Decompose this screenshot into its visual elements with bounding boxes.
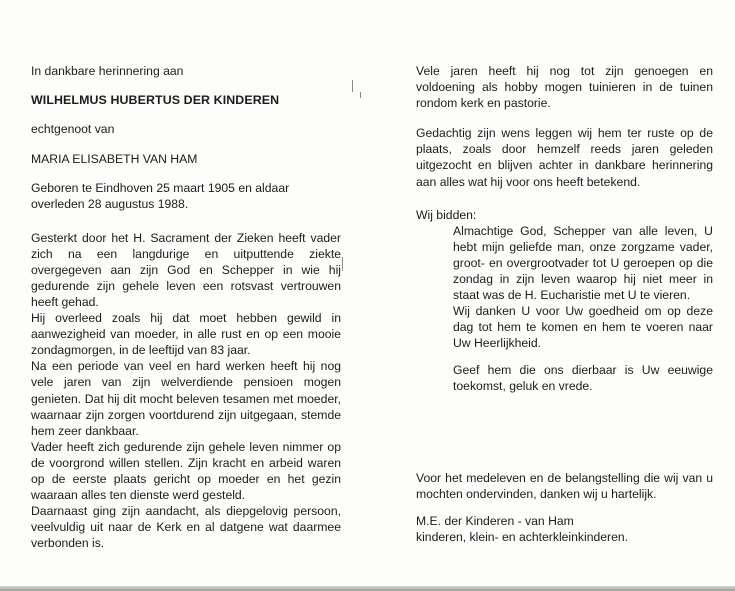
fold-mark [352, 80, 353, 92]
fold-mark [360, 92, 361, 98]
prayer-paragraph-3: Geef hem die ons dierbaar is Uw eeuwige toekomst, geluk en vrede. [453, 362, 713, 393]
paragraph-modesty: Vader heeft zich gedurende zijn gehele leven nimmer op de voorgrond willen stellen. Zijn kracht en arbeid waren op de eerste plaats gericht op moeder en het gezin waaraan alles ten dienste werd gesteld. [31, 439, 341, 503]
spouse-name: MARIA ELISABETH VAN HAM [31, 152, 198, 167]
thanks-block [416, 470, 713, 545]
paragraph-retirement: Na een periode van veel en hard werken heeft hij nog vele jaren van zijn welverdiende pensioen mogen genieten. Dat hij dit mocht beleven tesamen met moeder, waarnaar zijn zorgen voortdurend zijn uitgegaan, stemde hem zeer dankbaar. [31, 359, 341, 438]
prayer-intro: Wij bidden: [416, 207, 477, 222]
deceased-name: WILHELMUS HUBERTUS DER KINDEREN [31, 93, 280, 108]
birth-death-text: Geboren te Eindhoven 25 maart 1905 en aldaar overleden 28 augustus 1988. [31, 181, 290, 212]
intro-text: In dankbare herinnering aan [31, 64, 184, 78]
paragraph-gardening: Vele jaren heeft hij nog tot zijn genoegen en voldoening als hobby mogen tuinieren in de tuinen rondom kerk en pastorie. [416, 64, 713, 111]
thanks-text: Voor het medeleven en de belangstelling die wij van u mochten ondervinden, danken wij u hartelijk. [416, 471, 713, 502]
spouse-intro: echtgenoot van [31, 122, 115, 137]
right-column [416, 63, 713, 394]
paragraph-burial: Gedachtig zijn wens leggen wij hem ter ruste op de plaats, zoals door hemzelf reeds jaren geleden uitgezocht en blijven achter in dankbare herinnering aan alles wat hij voor ons heeft betekend. [416, 126, 713, 189]
paragraph-faith: Daarnaast ging zijn aandacht, als diepgelovig persoon, veelvuldig uit naar de Kerk en al datgene wat daarmee verbonden is. [31, 504, 341, 551]
fold-mark [342, 257, 343, 271]
left-column [31, 63, 341, 551]
prayer-paragraph-2: Wij danken U voor Uw goedheid om op deze dag tot hem te komen en hem te voeren naar Uw Heerlijkheid. [453, 304, 713, 351]
card-bottom-edge [0, 586, 735, 591]
paragraph-sacrament: Gesterkt door het H. Sacrament der Zieken heeft vader zich na een langdurige en uitputtende ziekte overgegeven aan zijn God en Schepper in wie hij gedurende zijn gehele leven een rotsvast vertrouwen heeft gehad. [31, 230, 341, 309]
signature-text: M.E. der Kinderen - van Ham [416, 514, 574, 529]
family-text: kinderen, klein- en achterkleinkinderen. [416, 530, 629, 545]
prayer-paragraph-1: Almachtige God, Schepper van alle leven, U hebt mijn geliefde man, onze zorgzame vader, groot- en overgrootvader tot U geroepen op die zondag in zijn leven waarop hij niet meer in staat was de H. Eucharistie met U te vieren. [453, 223, 713, 303]
paragraph-passing: Hij overleed zoals hij dat moet hebben gewild in aanwezigheid van moeder, in alle rust en op een mooie zondagmorgen, in de leeftijd van 83 jaar. [31, 311, 341, 358]
